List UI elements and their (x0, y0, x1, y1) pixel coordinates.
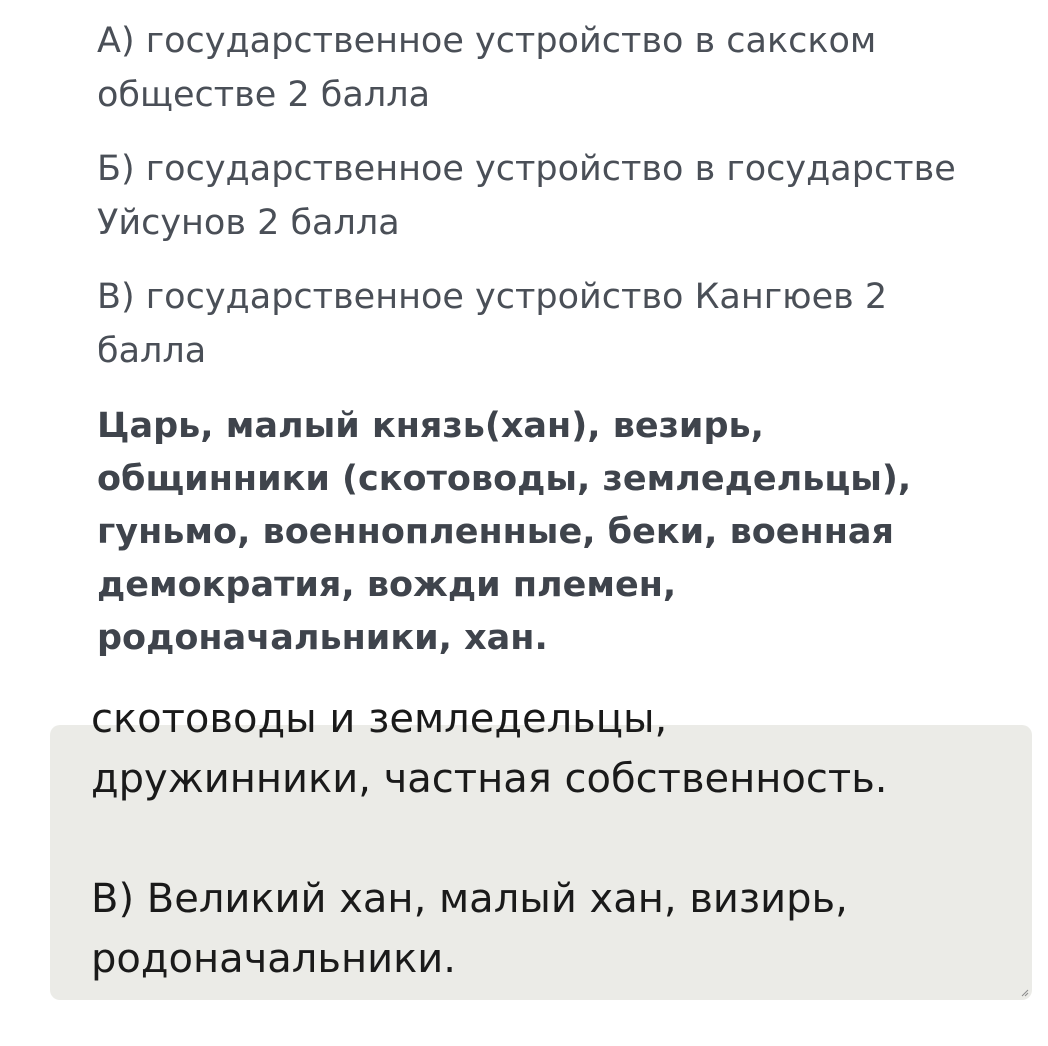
resize-grip-icon[interactable] (1021, 989, 1029, 997)
answer-blank-line (91, 809, 1011, 869)
question-c: В) государственное устройство Кангюев 2 балла (97, 277, 888, 371)
answer-line-b-end: дружинники, частная собственность. (91, 756, 888, 802)
question-a: А) государственное устройство в сакском обществе 2 балла (97, 21, 877, 115)
answer-content (91, 689, 1011, 989)
answer-line-partial: скотоводы и земледельцы, (91, 696, 668, 742)
answer-line-c: В) Великий хан, малый хан, визирь, родоначальники. (91, 876, 848, 982)
question-b: Б) государственное устройство в государстве Уйсунов 2 балла (97, 149, 956, 243)
keywords-text: Царь, малый князь(хан), везирь, общинники (скотоводы, земледельцы), гуньмо, военнопленные, беки, военная демократия, вожди племен, родоначальники, хан. (97, 406, 912, 658)
answer-textarea[interactable] (50, 696, 1032, 1000)
